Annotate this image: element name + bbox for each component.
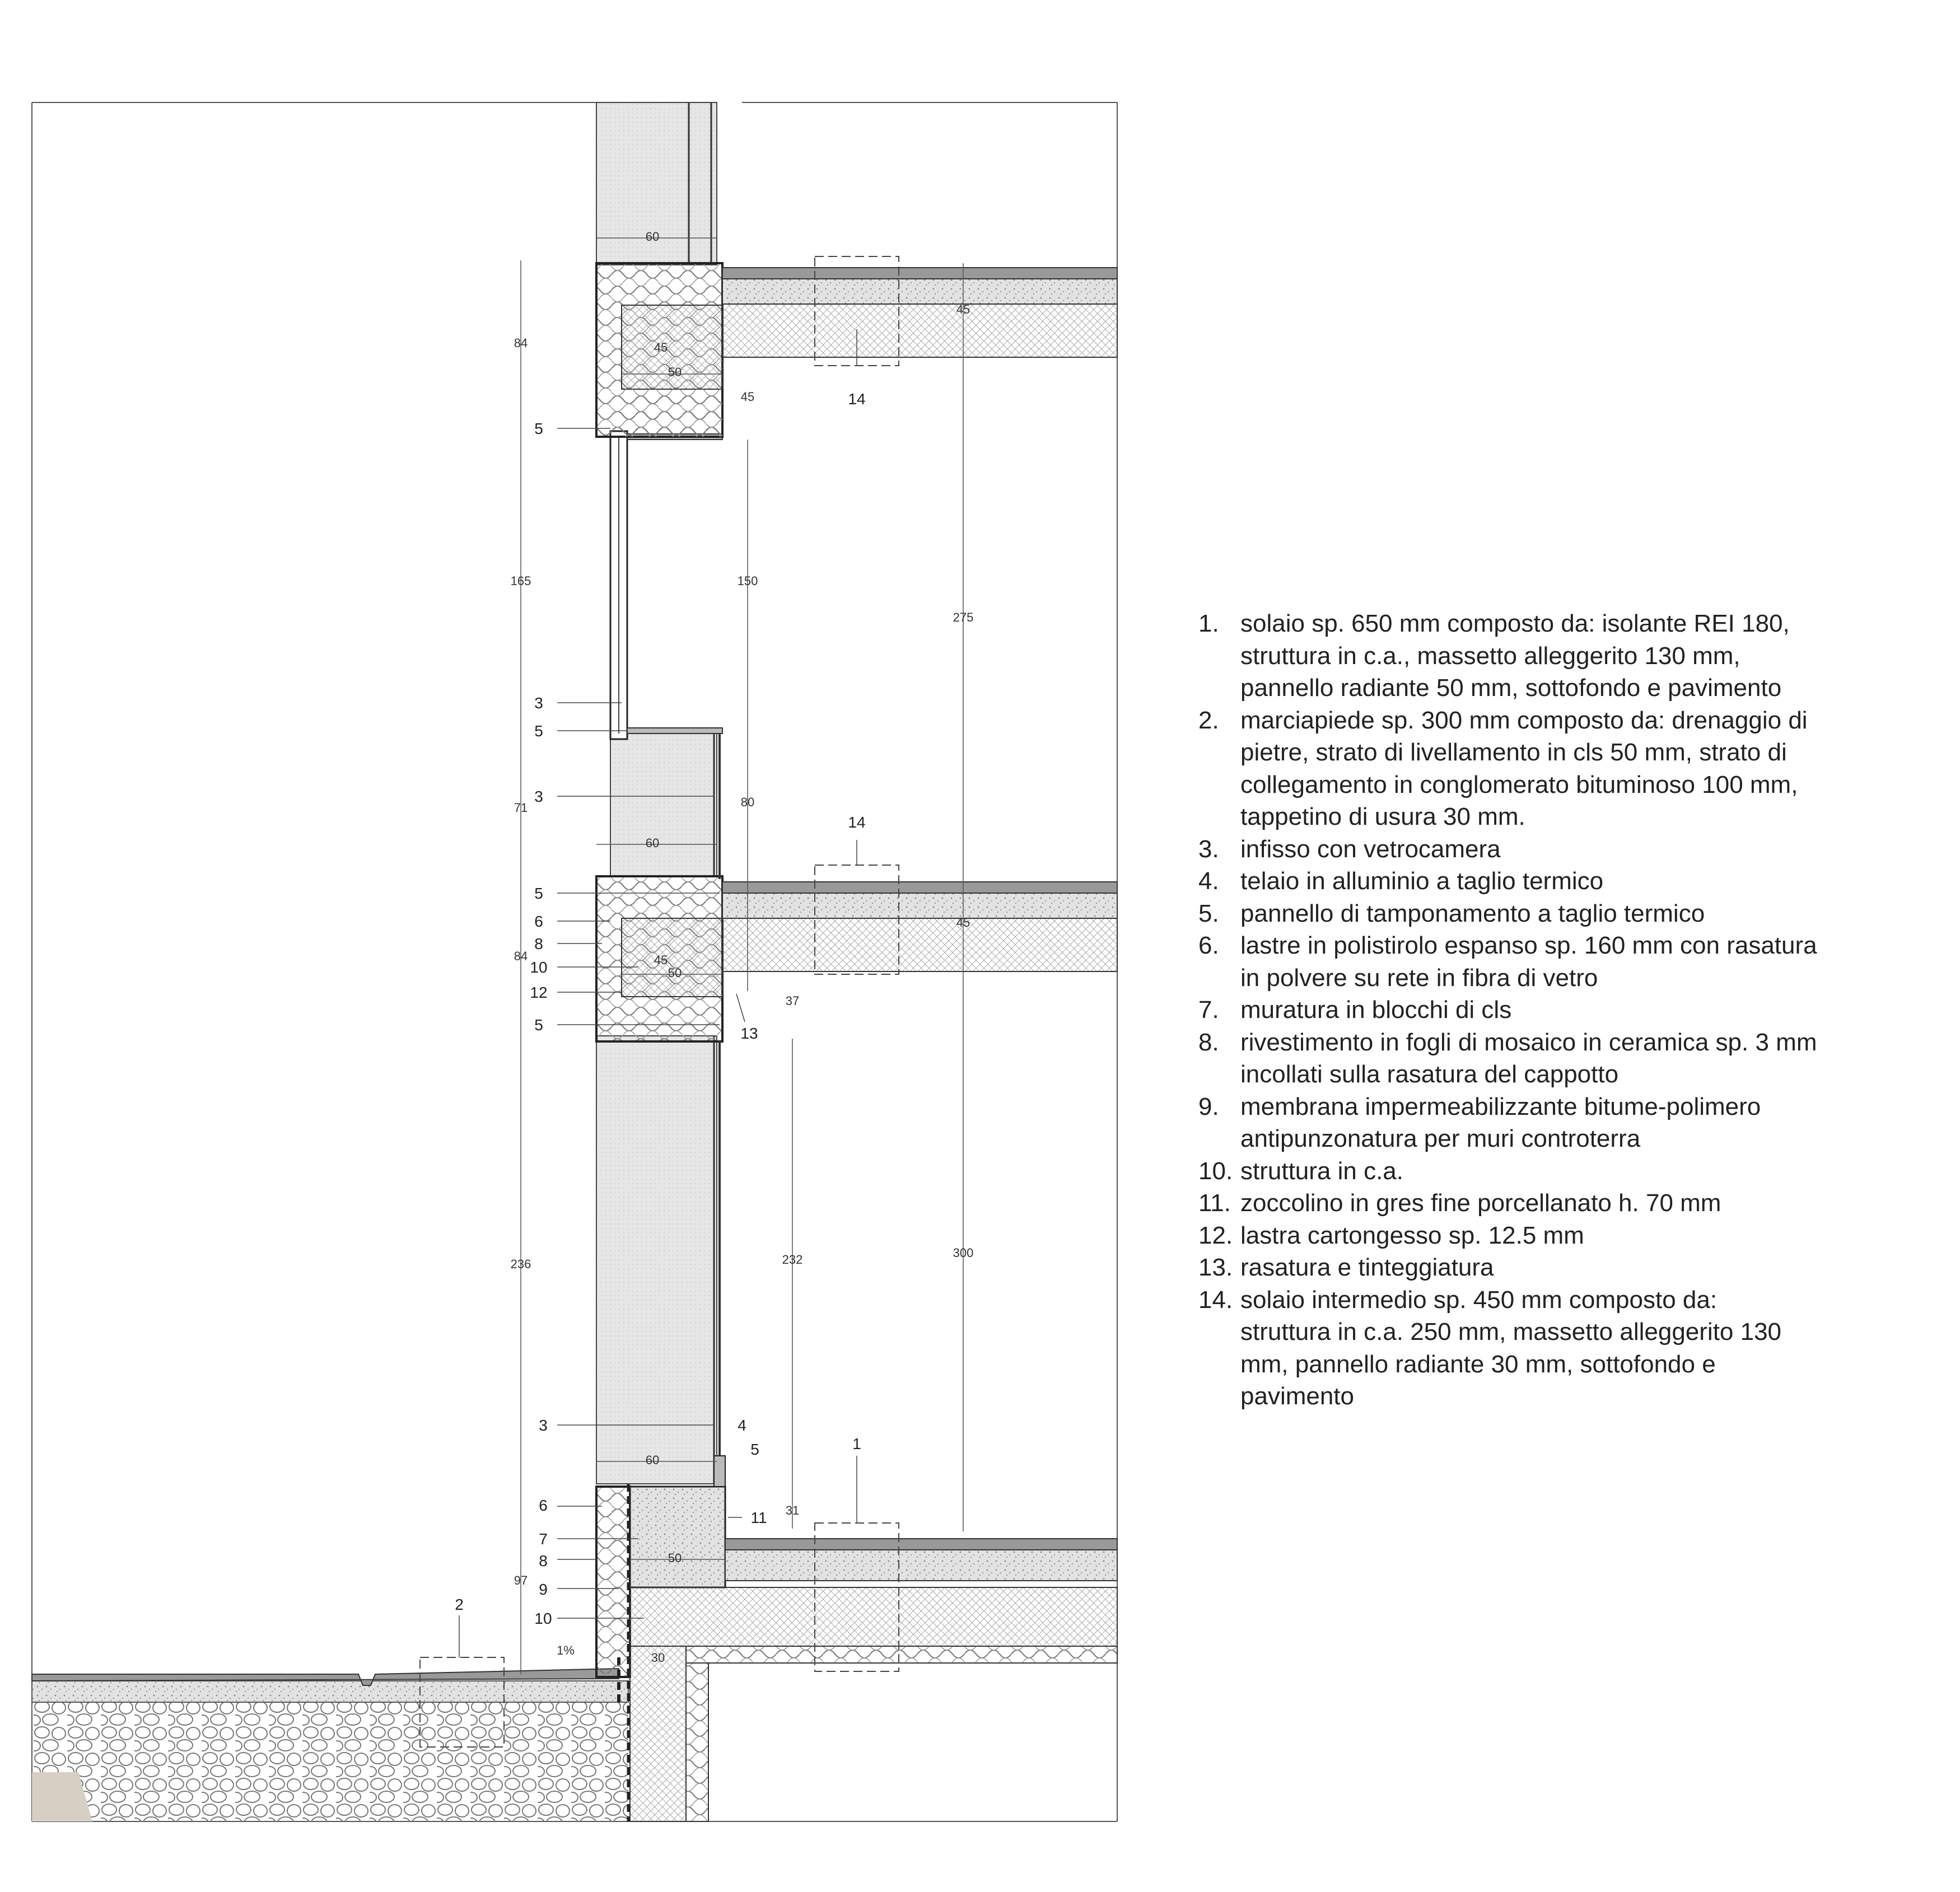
callout-13: 13 (740, 1025, 758, 1042)
legend-text (1240, 608, 1893, 704)
callout-7: 7 (539, 1530, 548, 1548)
legend-line: infisso con vetrocamera (1240, 835, 1501, 863)
dim-84-mid: 84 (514, 949, 528, 963)
callout-5-d: 5 (534, 1016, 543, 1034)
legend-line: collegamento in conglomerato bituminoso 100 mm, (1240, 770, 1798, 798)
callout-11: 11 (750, 1509, 767, 1526)
legend-line: lastra cartongesso sp. 12.5 mm (1240, 1221, 1584, 1249)
legend-text (1240, 1187, 1893, 1220)
callout-5-e: 5 (750, 1441, 759, 1458)
legend-number: 1. (1198, 610, 1219, 637)
dim-275: 275 (953, 610, 974, 624)
legend-number: 2. (1198, 706, 1219, 734)
callout-6-a: 6 (534, 913, 543, 930)
legend-line: pavimento (1240, 1382, 1355, 1410)
legend-line: solaio sp. 650 mm composto da: isolante REI 180, (1240, 610, 1790, 637)
legend-text (1240, 865, 1893, 898)
legend-item (1198, 1155, 1893, 1188)
dim-60-mid: 60 (645, 836, 660, 850)
legend-number: 6. (1198, 932, 1219, 959)
callout-3-c: 3 (539, 1417, 548, 1434)
dim-45-slab2: 45 (956, 915, 970, 929)
callout-6-b: 6 (539, 1497, 548, 1514)
callout-14-a: 14 (848, 390, 866, 408)
legend-line: pietre, strato di livellamento in cls 50 mm, strato di (1240, 739, 1787, 766)
callout-8-b: 8 (539, 1552, 548, 1569)
dim-50-b: 50 (668, 966, 682, 980)
legend-item (1198, 898, 1893, 930)
legend-line: rivestimento in fogli di mosaico in ceramica sp. 3 mm (1240, 1028, 1817, 1056)
dim-80: 80 (740, 795, 755, 809)
dim-45-a: 45 (654, 340, 668, 354)
dim-300: 300 (953, 1246, 974, 1260)
legend-line: telaio in alluminio a taglio termico (1240, 867, 1604, 895)
legend-item (1198, 704, 1893, 833)
legend-text (1240, 1026, 1893, 1091)
legend-line: tappetino di usura 30 mm. (1240, 803, 1525, 830)
callout-3-b: 3 (534, 788, 543, 805)
dim-45-c: 45 (654, 953, 668, 967)
legend-line: incollati sulla rasatura del cappotto (1240, 1061, 1619, 1088)
legend-text (1240, 1220, 1893, 1252)
callout-10-a: 10 (530, 959, 548, 976)
legend-line: marciapiede sp. 300 mm composto da: drenaggio di (1240, 706, 1808, 734)
callout-12: 12 (530, 984, 548, 1001)
legend-text (1240, 1284, 1893, 1413)
legend-item (1198, 608, 1893, 704)
callout-9: 9 (539, 1581, 548, 1598)
legend-text (1240, 1251, 1893, 1284)
legend-line: struttura in c.a. 250 mm, massetto alleggerito 130 (1240, 1318, 1782, 1346)
dim-37: 37 (785, 994, 800, 1008)
legend-number: 3. (1198, 835, 1219, 863)
legend-number: 4. (1198, 867, 1219, 895)
legend-line: antipunzonatura per muri controterra (1240, 1125, 1641, 1152)
legend-number: 10. (1198, 1157, 1233, 1185)
callout-4: 4 (738, 1417, 746, 1434)
callout-2: 2 (455, 1596, 464, 1613)
dim-slope: 1% (557, 1643, 575, 1657)
dim-45-b: 45 (740, 390, 755, 404)
callout-5-c: 5 (534, 885, 543, 902)
dim-84-top: 84 (514, 336, 528, 350)
legend-text (1240, 994, 1893, 1026)
callout-3-a: 3 (534, 694, 543, 712)
callout-14-b: 14 (848, 814, 866, 831)
legend-number: 12. (1198, 1221, 1233, 1249)
legend-text (1240, 1155, 1893, 1188)
dim-97: 97 (514, 1573, 528, 1587)
dim-60-top: 60 (645, 230, 660, 244)
legend-number: 13. (1198, 1254, 1233, 1281)
legend-item (1198, 1284, 1893, 1413)
dim-45-slab1: 45 (956, 302, 970, 316)
legend-line: solaio intermedio sp. 450 mm composto da: (1240, 1286, 1718, 1314)
dim-232: 232 (782, 1253, 803, 1267)
legend-line: in polvere su rete in fibra di vetro (1240, 964, 1598, 992)
legend-line: lastre in polistirolo espanso sp. 160 mm con rasatura (1240, 932, 1817, 959)
legend-number: 9. (1198, 1092, 1219, 1120)
legend-text (1240, 833, 1893, 866)
legend-item (1198, 1220, 1893, 1252)
slab-middle (596, 876, 1117, 1041)
legend-item (1198, 1187, 1893, 1220)
dim-236: 236 (510, 1257, 531, 1271)
legend-text (1240, 929, 1893, 994)
legend-line: rasatura e tinteggiatura (1240, 1254, 1494, 1281)
dim-30: 30 (651, 1651, 665, 1665)
callout-10-b: 10 (534, 1610, 552, 1627)
dim-165: 165 (510, 574, 531, 588)
legend-item (1198, 994, 1893, 1026)
legend-item (1198, 1026, 1893, 1091)
dim-71: 71 (514, 801, 528, 815)
legend-number: 11. (1198, 1189, 1231, 1217)
legend-line: pannello radiante 50 mm, sottofondo e pavimento (1240, 674, 1782, 702)
legend-line: pannello di tamponamento a taglio termico (1240, 899, 1705, 927)
legend-number: 7. (1198, 996, 1219, 1024)
dim-50-c: 50 (668, 1551, 682, 1565)
ground (32, 1657, 628, 1821)
legend-item (1198, 1251, 1893, 1284)
window-upper (610, 431, 722, 739)
dim-60-low: 60 (645, 1453, 660, 1467)
legend-item (1198, 833, 1893, 866)
legend-line: membrana impermeabilizzante bitume-polimero (1240, 1092, 1761, 1120)
slab-ground (596, 1484, 1117, 1821)
legend-item (1198, 865, 1893, 898)
callout-8-a: 8 (534, 935, 543, 952)
legend-text (1240, 1091, 1893, 1155)
legend-number: 14. (1198, 1286, 1233, 1314)
dim-150: 150 (737, 574, 758, 588)
legend-text (1240, 898, 1893, 930)
dim-50-a: 50 (668, 365, 682, 379)
callout-5-a: 5 (534, 420, 543, 437)
legend-line: muratura in blocchi di cls (1240, 996, 1512, 1024)
legend-text (1240, 704, 1893, 833)
callout-5-b: 5 (534, 722, 543, 740)
legend-item (1198, 929, 1893, 994)
legend-number: 8. (1198, 1028, 1219, 1056)
legend-list (1198, 608, 1893, 1413)
legend-line: zoccolino in gres fine porcellanato h. 70 mm (1240, 1189, 1721, 1217)
legend-line: struttura in c.a., massetto alleggerito 130 mm, (1240, 642, 1740, 670)
legend-line: mm, pannello radiante 30 mm, sottofondo e (1240, 1350, 1716, 1378)
legend-line: struttura in c.a. (1240, 1157, 1404, 1185)
legend-item (1198, 1091, 1893, 1155)
legend-number: 5. (1198, 899, 1219, 927)
callout-1: 1 (852, 1435, 861, 1452)
dim-31: 31 (785, 1503, 800, 1517)
